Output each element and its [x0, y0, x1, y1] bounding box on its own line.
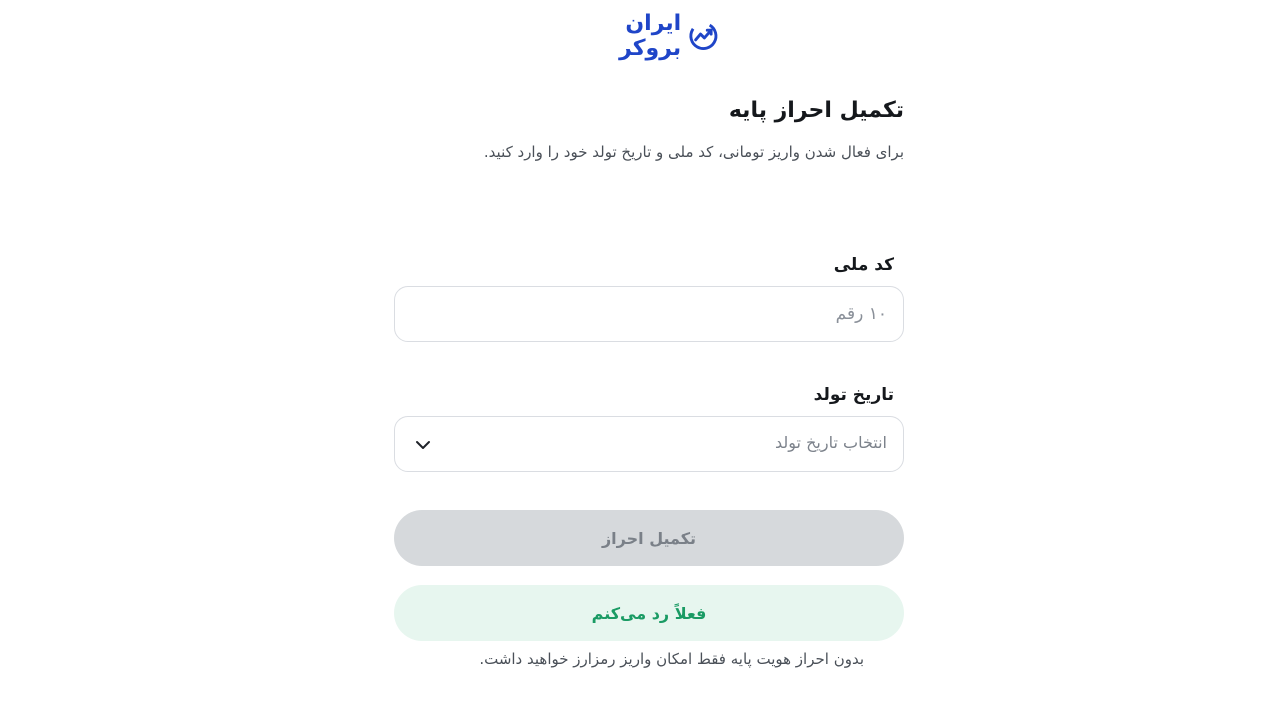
page-subtitle: برای فعال شدن واریز تومانی، کد ملی و تاریخ تولد خود را وارد کنید. — [483, 143, 904, 161]
skip-for-now-button[interactable]: فعلاً رد می‌کنم — [394, 585, 904, 641]
national-id-label: کد ملی — [833, 255, 894, 275]
birth-date-label: تاریخ تولد — [813, 385, 894, 405]
national-id-field-box — [394, 286, 904, 342]
chart-growth-icon — [687, 19, 720, 53]
birth-date-select[interactable] — [394, 416, 904, 472]
chevron-down-icon — [415, 437, 431, 453]
page-title: تکمیل احراز پایه — [728, 98, 904, 123]
complete-verification-button[interactable]: تکمیل احراز — [394, 510, 904, 566]
national-id-input[interactable] — [395, 287, 903, 341]
brand-name: ایران بروکر — [619, 11, 682, 61]
brand-logo — [560, 11, 720, 61]
birth-date-placeholder: انتخاب تاریخ تولد — [775, 433, 887, 452]
verification-note: بدون احراز هویت پایه فقط امکان واریز رمزارز خواهید داشت. — [479, 650, 864, 668]
